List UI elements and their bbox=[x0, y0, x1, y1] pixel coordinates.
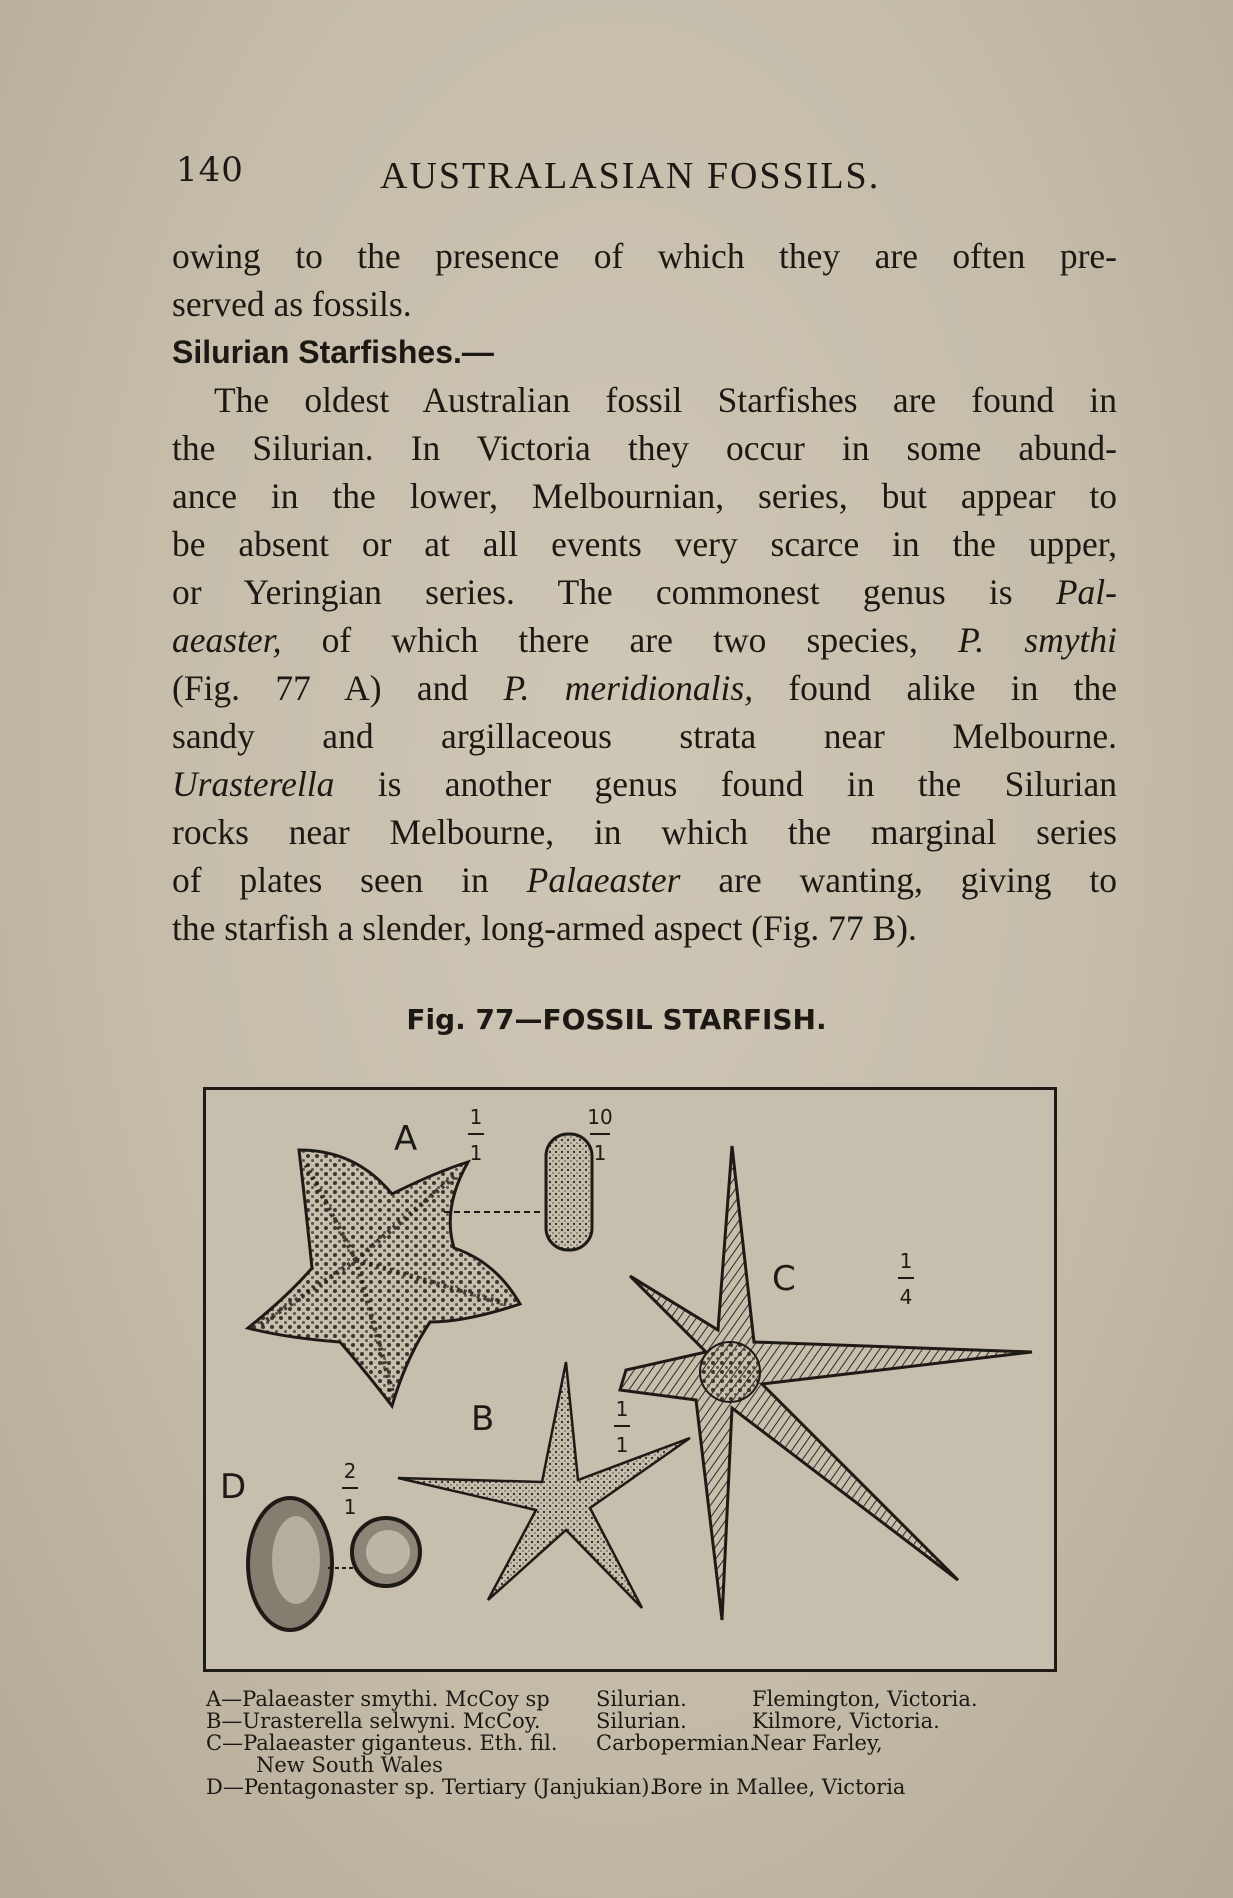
legend-row: C—Palaeaster giganteus. Eth. fil. Carbopermian. Near Farley, bbox=[206, 1731, 883, 1755]
scale-c-num: 1 bbox=[899, 1249, 913, 1273]
legend-row: New South Wales bbox=[256, 1753, 443, 1777]
scale-a-detail-num: 10 bbox=[587, 1105, 613, 1129]
plate-illustration bbox=[206, 1090, 1054, 1669]
text-line: (Fig. 77 A) and P. meridionalis, found alike in the bbox=[172, 668, 1118, 708]
specimen-c-starfish bbox=[620, 1146, 1032, 1620]
text-line: rocks near Melbourne, in which the marginal series bbox=[172, 812, 1117, 852]
scale-a-detail-den: 1 bbox=[593, 1141, 607, 1165]
specimen-d-ossicles bbox=[248, 1498, 420, 1630]
text-line: ance in the lower, Melbournian, series, but appear to bbox=[172, 476, 1117, 516]
fossil-starfish-plate bbox=[203, 1087, 1057, 1672]
label-d: D bbox=[220, 1467, 247, 1507]
scale-a-num: 1 bbox=[469, 1105, 483, 1129]
text-line: of plates seen in Palaeaster are wanting, giving to bbox=[172, 860, 1117, 900]
legend-row: D—Pentagonaster sp. Tertiary (Janjukian). Bore in Mallee, Victoria bbox=[206, 1775, 906, 1799]
specimen-a-detail bbox=[444, 1134, 592, 1250]
scale-b-num: 1 bbox=[615, 1397, 629, 1421]
figure-legend bbox=[206, 1688, 1086, 1798]
label-a: A bbox=[394, 1119, 418, 1159]
page-number: 140 bbox=[176, 150, 244, 190]
text-line: Urasterella is another genus found in the Silurian bbox=[172, 764, 1117, 804]
text-line: owing to the presence of which they are often pre- bbox=[172, 236, 1117, 276]
figure-caption: Fig. 77—FOSSIL STARFISH. bbox=[406, 1003, 827, 1036]
label-c: C bbox=[772, 1259, 796, 1299]
text-line: sandy and argillaceous strata near Melbourne. bbox=[172, 716, 1117, 756]
specimen-b-starfish bbox=[398, 1362, 690, 1608]
scale-b-den: 1 bbox=[615, 1433, 629, 1457]
text-line: the Silurian. In Victoria they occur in some abund- bbox=[172, 428, 1117, 468]
scale-d-den: 1 bbox=[343, 1495, 357, 1519]
text-line: The oldest Australian fossil Starfishes are found in bbox=[214, 380, 1117, 420]
legend-row: A—Palaeaster smythi. McCoy sp Silurian. Flemington, Victoria. bbox=[206, 1687, 978, 1711]
text-line: the starfish a slender, long-armed aspect (Fig. 77 B). bbox=[172, 908, 917, 948]
text-line: be absent or at all events very scarce in the upper, bbox=[172, 524, 1117, 564]
section-heading: Silurian Starfishes.— bbox=[172, 334, 494, 370]
scale-d-num: 2 bbox=[343, 1459, 357, 1483]
text-line: aeaster, of which there are two species, P. smythi bbox=[172, 620, 1117, 660]
label-b: B bbox=[471, 1399, 495, 1439]
running-title: AUSTRALASIAN FOSSILS. bbox=[380, 155, 881, 197]
scale-a-den: 1 bbox=[469, 1141, 483, 1165]
legend-row: B—Urasterella selwyni. McCoy. Silurian. Kilmore, Victoria. bbox=[206, 1709, 940, 1733]
scale-c-den: 4 bbox=[899, 1285, 913, 1309]
text-line: served as fossils. bbox=[172, 284, 412, 324]
text-line: or Yeringian series. The commonest genus is Pal- bbox=[172, 572, 1117, 612]
specimen-a-starfish bbox=[248, 1150, 520, 1406]
body-text bbox=[172, 232, 1117, 952]
